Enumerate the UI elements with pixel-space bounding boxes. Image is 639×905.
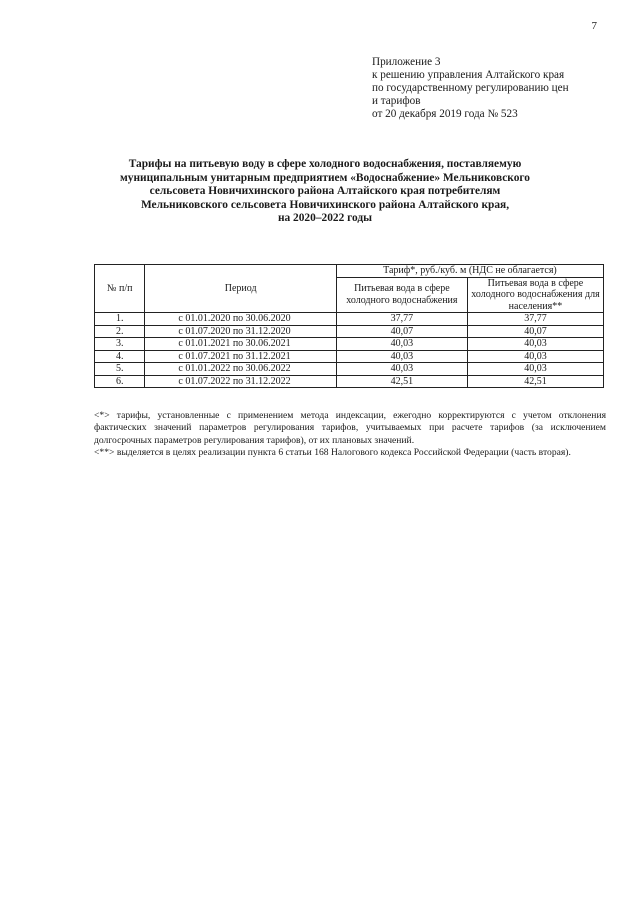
header-drinking-water-population: Питьевая вода в сфере холодного водоснабжения для населения** xyxy=(467,277,603,313)
row-num: 5. xyxy=(95,363,145,376)
title-line: на 2020–2022 годы xyxy=(277,212,373,225)
row-tariff-b: 40,07 xyxy=(467,325,603,338)
row-period: с 01.07.2021 по 31.12.2021 xyxy=(145,350,336,363)
row-tariff-a: 40,07 xyxy=(336,325,467,338)
table-row xyxy=(95,313,604,326)
header-period: Период xyxy=(145,265,336,313)
appendix-line: и тарифов xyxy=(372,95,421,107)
appendix-block xyxy=(372,56,622,121)
document-title xyxy=(90,158,560,226)
title-line: Тарифы на питьевую воду в сфере холодного водоснабжения, поставляемую xyxy=(128,158,522,170)
title-line: сельсовета Новичихинского района Алтайского края потребителям xyxy=(149,185,501,198)
row-period: с 01.07.2020 по 31.12.2020 xyxy=(145,325,336,338)
footnote-vat: <**> выделяется в целях реализации пункта 6 статьи 168 Налогового кодекса Российской Федерации (часть вторая). xyxy=(94,447,571,459)
row-period: с 01.07.2022 по 31.12.2022 xyxy=(145,375,336,388)
table-row xyxy=(95,325,604,338)
row-period: с 01.01.2022 по 30.06.2022 xyxy=(145,363,336,376)
row-num: 1. xyxy=(95,313,145,326)
title-line: Мельниковского сельсовета Новичихинского района Алтайского края, xyxy=(140,198,510,211)
table-row xyxy=(95,363,604,376)
appendix-line: Приложение 3 xyxy=(372,56,441,68)
appendix-line: к решению управления Алтайского края xyxy=(372,69,565,81)
page-number: 7 xyxy=(591,20,597,32)
tariff-table xyxy=(94,264,604,388)
appendix-line: по государственному регулированию цен xyxy=(372,82,569,94)
row-tariff-b: 42,51 xyxy=(467,375,603,388)
row-tariff-a: 37,77 xyxy=(336,313,467,326)
title-line: муниципальным унитарным предприятием «Водоснабжение» Мельниковского xyxy=(120,171,530,184)
appendix-line: от 20 декабря 2019 года № 523 xyxy=(372,108,518,120)
row-tariff-a: 40,03 xyxy=(336,338,467,351)
row-num: 6. xyxy=(95,375,145,388)
header-tariff-group: Тариф*, руб./куб. м (НДС не облагается) xyxy=(336,265,603,278)
row-tariff-b: 37,77 xyxy=(467,313,603,326)
row-num: 4. xyxy=(95,350,145,363)
row-tariff-b: 40,03 xyxy=(467,350,603,363)
table-row xyxy=(95,338,604,351)
row-num: 2. xyxy=(95,325,145,338)
table-row xyxy=(95,375,604,388)
table-row xyxy=(95,350,604,363)
row-tariff-a: 42,51 xyxy=(336,375,467,388)
row-tariff-b: 40,03 xyxy=(467,338,603,351)
row-period: с 01.01.2020 по 30.06.2020 xyxy=(145,313,336,326)
footnote-indexation: <*> тарифы, установленные с применением метода индексации, ежегодно корректируются с учетом отклонения фактических значений параметров регулирования тарифов, учитываемых при расчете тарифов (за исключением долгосрочных параметров регулирования тарифов), от их плановых значений. xyxy=(94,410,606,446)
header-num: № п/п xyxy=(95,265,145,313)
header-drinking-water: Питьевая вода в сфере холодного водоснабжения xyxy=(336,277,467,313)
row-tariff-b: 40,03 xyxy=(467,363,603,376)
row-num: 3. xyxy=(95,338,145,351)
row-tariff-a: 40,03 xyxy=(336,363,467,376)
row-period: с 01.01.2021 по 30.06.2021 xyxy=(145,338,336,351)
row-tariff-a: 40,03 xyxy=(336,350,467,363)
footnotes xyxy=(94,410,606,460)
